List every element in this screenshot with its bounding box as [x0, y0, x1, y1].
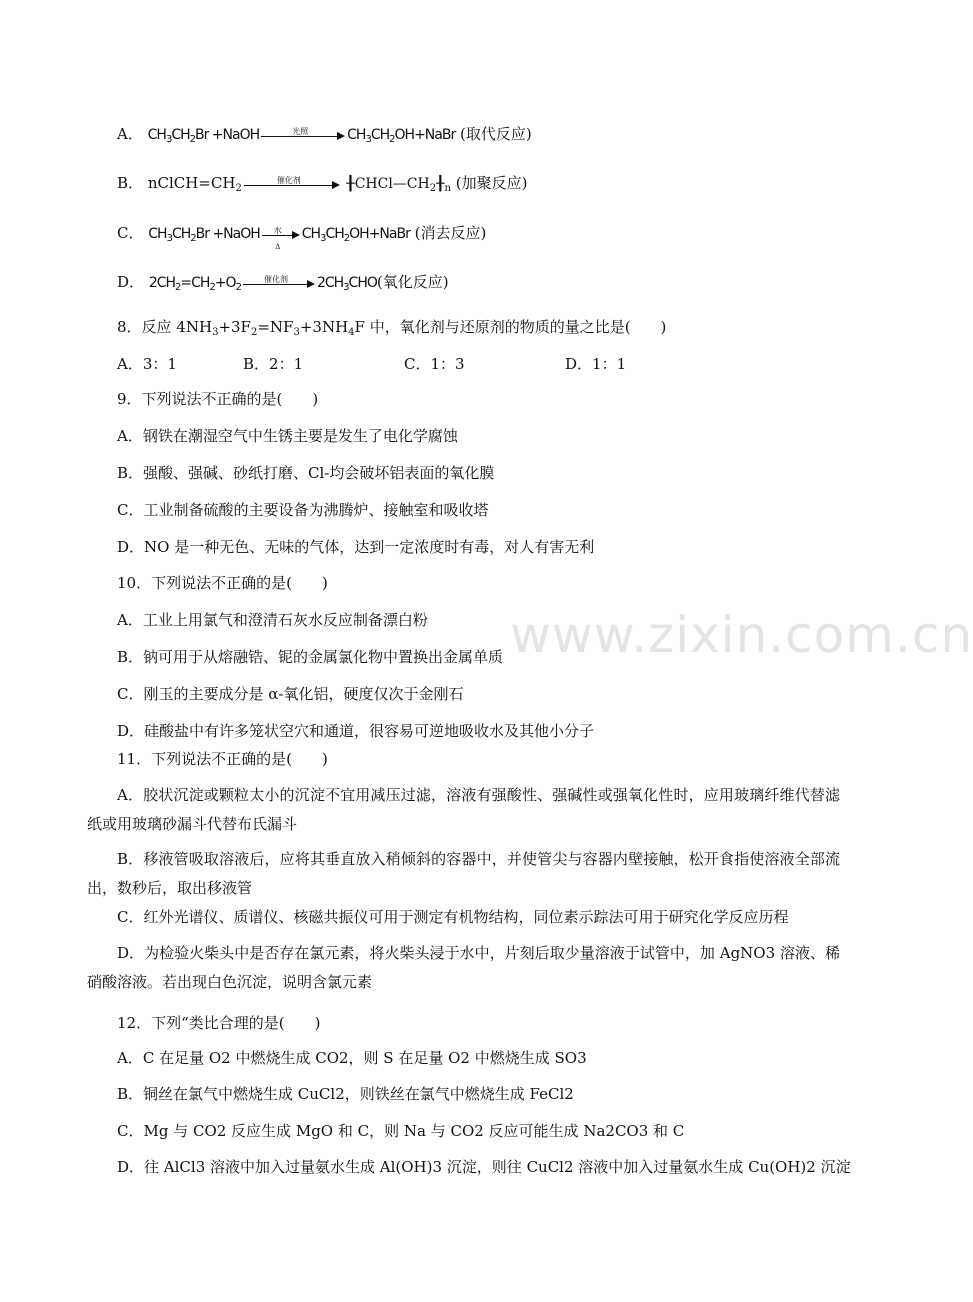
option-prefix: B．	[117, 174, 144, 192]
option-prefix: A．	[117, 125, 143, 143]
q7-option-c	[117, 223, 486, 249]
products: $CH_3CH_2OH+NaBr$	[301, 226, 410, 244]
q12-option-d: D．往 AlCl3 溶液中加入过量氨水生成 Al(OH)3 沉淀，则往 CuCl2 溶液中加入过量氨水生成 Cu(OH)2 沉淀	[117, 1158, 851, 1176]
q8-stem: 8．反应 $4NH_3+3F_2=NF_3+3NH_4F$ 中，氧化剂与还原剂的物质的量之比是( )	[117, 318, 667, 338]
products: $2CH_3CHO$	[316, 275, 377, 293]
q7-option-a	[117, 124, 532, 150]
reaction-arrow: 水 Δ	[262, 227, 300, 241]
q8-option-d: D．1：1	[565, 355, 627, 373]
reaction-type: (氧化反应)	[376, 273, 449, 291]
reactants: $nClCH=CH_2$	[147, 174, 242, 194]
q11-option-c: C．红外光谱仪、质谱仪、核磁共振仪可用于测定有机物结构，同位素示踪法可用于研究化学反应历程	[117, 908, 789, 926]
option-prefix: D．	[117, 273, 145, 291]
q12-option-c: C．Mg 与 CO2 反应生成 MgO 和 C，则 Na 与 CO2 反应可能生成 Na2CO3 和 C	[117, 1122, 685, 1140]
q9-option-a: A．钢铁在潮湿空气中生锈主要是发生了电化学腐蚀	[117, 427, 458, 445]
q7-option-d	[117, 272, 449, 298]
reactants: $2CH_2=CH_2+O_2$	[148, 275, 241, 293]
q8-option-b: B．2：1	[243, 355, 304, 373]
reaction-arrow: 光照	[261, 128, 345, 142]
q11-stem: 11．下列说法不正确的是( )	[117, 750, 328, 768]
q11-option-b: B．移液管吸取溶液后，应将其垂直放入稍倾斜的容器中，并使管尖与容器内壁接触，松开食指使溶液全部流出，数秒后，取出移液管	[87, 850, 840, 897]
q10-stem: 10．下列说法不正确的是( )	[117, 574, 328, 592]
q10-option-d: D．硅酸盐中有许多笼状空穴和通道，很容易可逆地吸收水及其他小分子	[117, 722, 595, 740]
reaction-arrow: 催化剂	[243, 276, 315, 290]
reaction-type: (取代反应)	[460, 125, 532, 143]
q10-option-b: B．钠可用于从熔融锆、铌的金属氯化物中置换出金属单质	[117, 648, 504, 666]
q12-stem: 12．下列“类比合理的是( )	[117, 1014, 321, 1032]
reactants: $CH_3CH_2Br$ +NaOH	[148, 226, 260, 244]
reaction-type: (加聚反应)	[455, 174, 528, 192]
option-prefix: C．	[117, 224, 144, 242]
q12-option-b: B．铜丝在氯气中燃烧生成 CuCl2，则铁丝在氯气中燃烧生成 FeCl2	[117, 1085, 574, 1103]
q9-option-d: D．NO 是一种无色、无味的气体，达到一定浓度时有毒，对人有害无利	[117, 538, 595, 556]
q8-option-c: C．1：3	[404, 355, 465, 373]
q9-option-b: B．强酸、强碱、砂纸打磨、Cl-均会破坏铝表面的氧化膜	[117, 464, 495, 482]
q9-option-c: C．工业制备硫酸的主要设备为沸腾炉、接触室和吸收塔	[117, 501, 489, 519]
q11-option-a: A．胶状沉淀或颗粒太小的沉淀不宜用减压过滤，溶液有强酸性、强碱性或强氧化性时，应用玻璃纤维代替滤纸或用玻璃砂漏斗代替布氏漏斗	[87, 786, 840, 833]
products: $CH_3CH_2OH+NaBr$	[347, 127, 456, 145]
q12-option-a: A．C 在足量 O2 中燃烧生成 CO2，则 S 在足量 O2 中燃烧生成 SO3	[117, 1049, 587, 1067]
polymer-product: $╂CHCl—CH_2╂_n$	[341, 176, 451, 194]
q10-option-c: C．刚玉的主要成分是 α-氧化铝，硬度仅次于金刚石	[117, 685, 464, 703]
q11-option-d: D．为检验火柴头中是否存在氯元素，将火柴头浸于水中，片刻后取少量溶液于试管中，加 AgNO3 溶液、稀硝酸溶液。若出现白色沉淀，说明含氯元素	[87, 944, 840, 991]
reaction-type: (消去反应)	[414, 224, 487, 242]
q9-stem: 9．下列说法不正确的是( )	[117, 390, 319, 408]
reactants: $CH_3CH_2Br$ +NaOH	[147, 127, 260, 145]
q10-option-a: A．工业上用氯气和澄清石灰水反应制备漂白粉	[117, 611, 428, 629]
watermark: www.zixin.com.cn	[510, 606, 973, 664]
q7-option-b	[117, 173, 528, 199]
q8-option-a: A．3：1	[117, 355, 177, 373]
reaction-arrow: 催化剂	[244, 177, 340, 191]
